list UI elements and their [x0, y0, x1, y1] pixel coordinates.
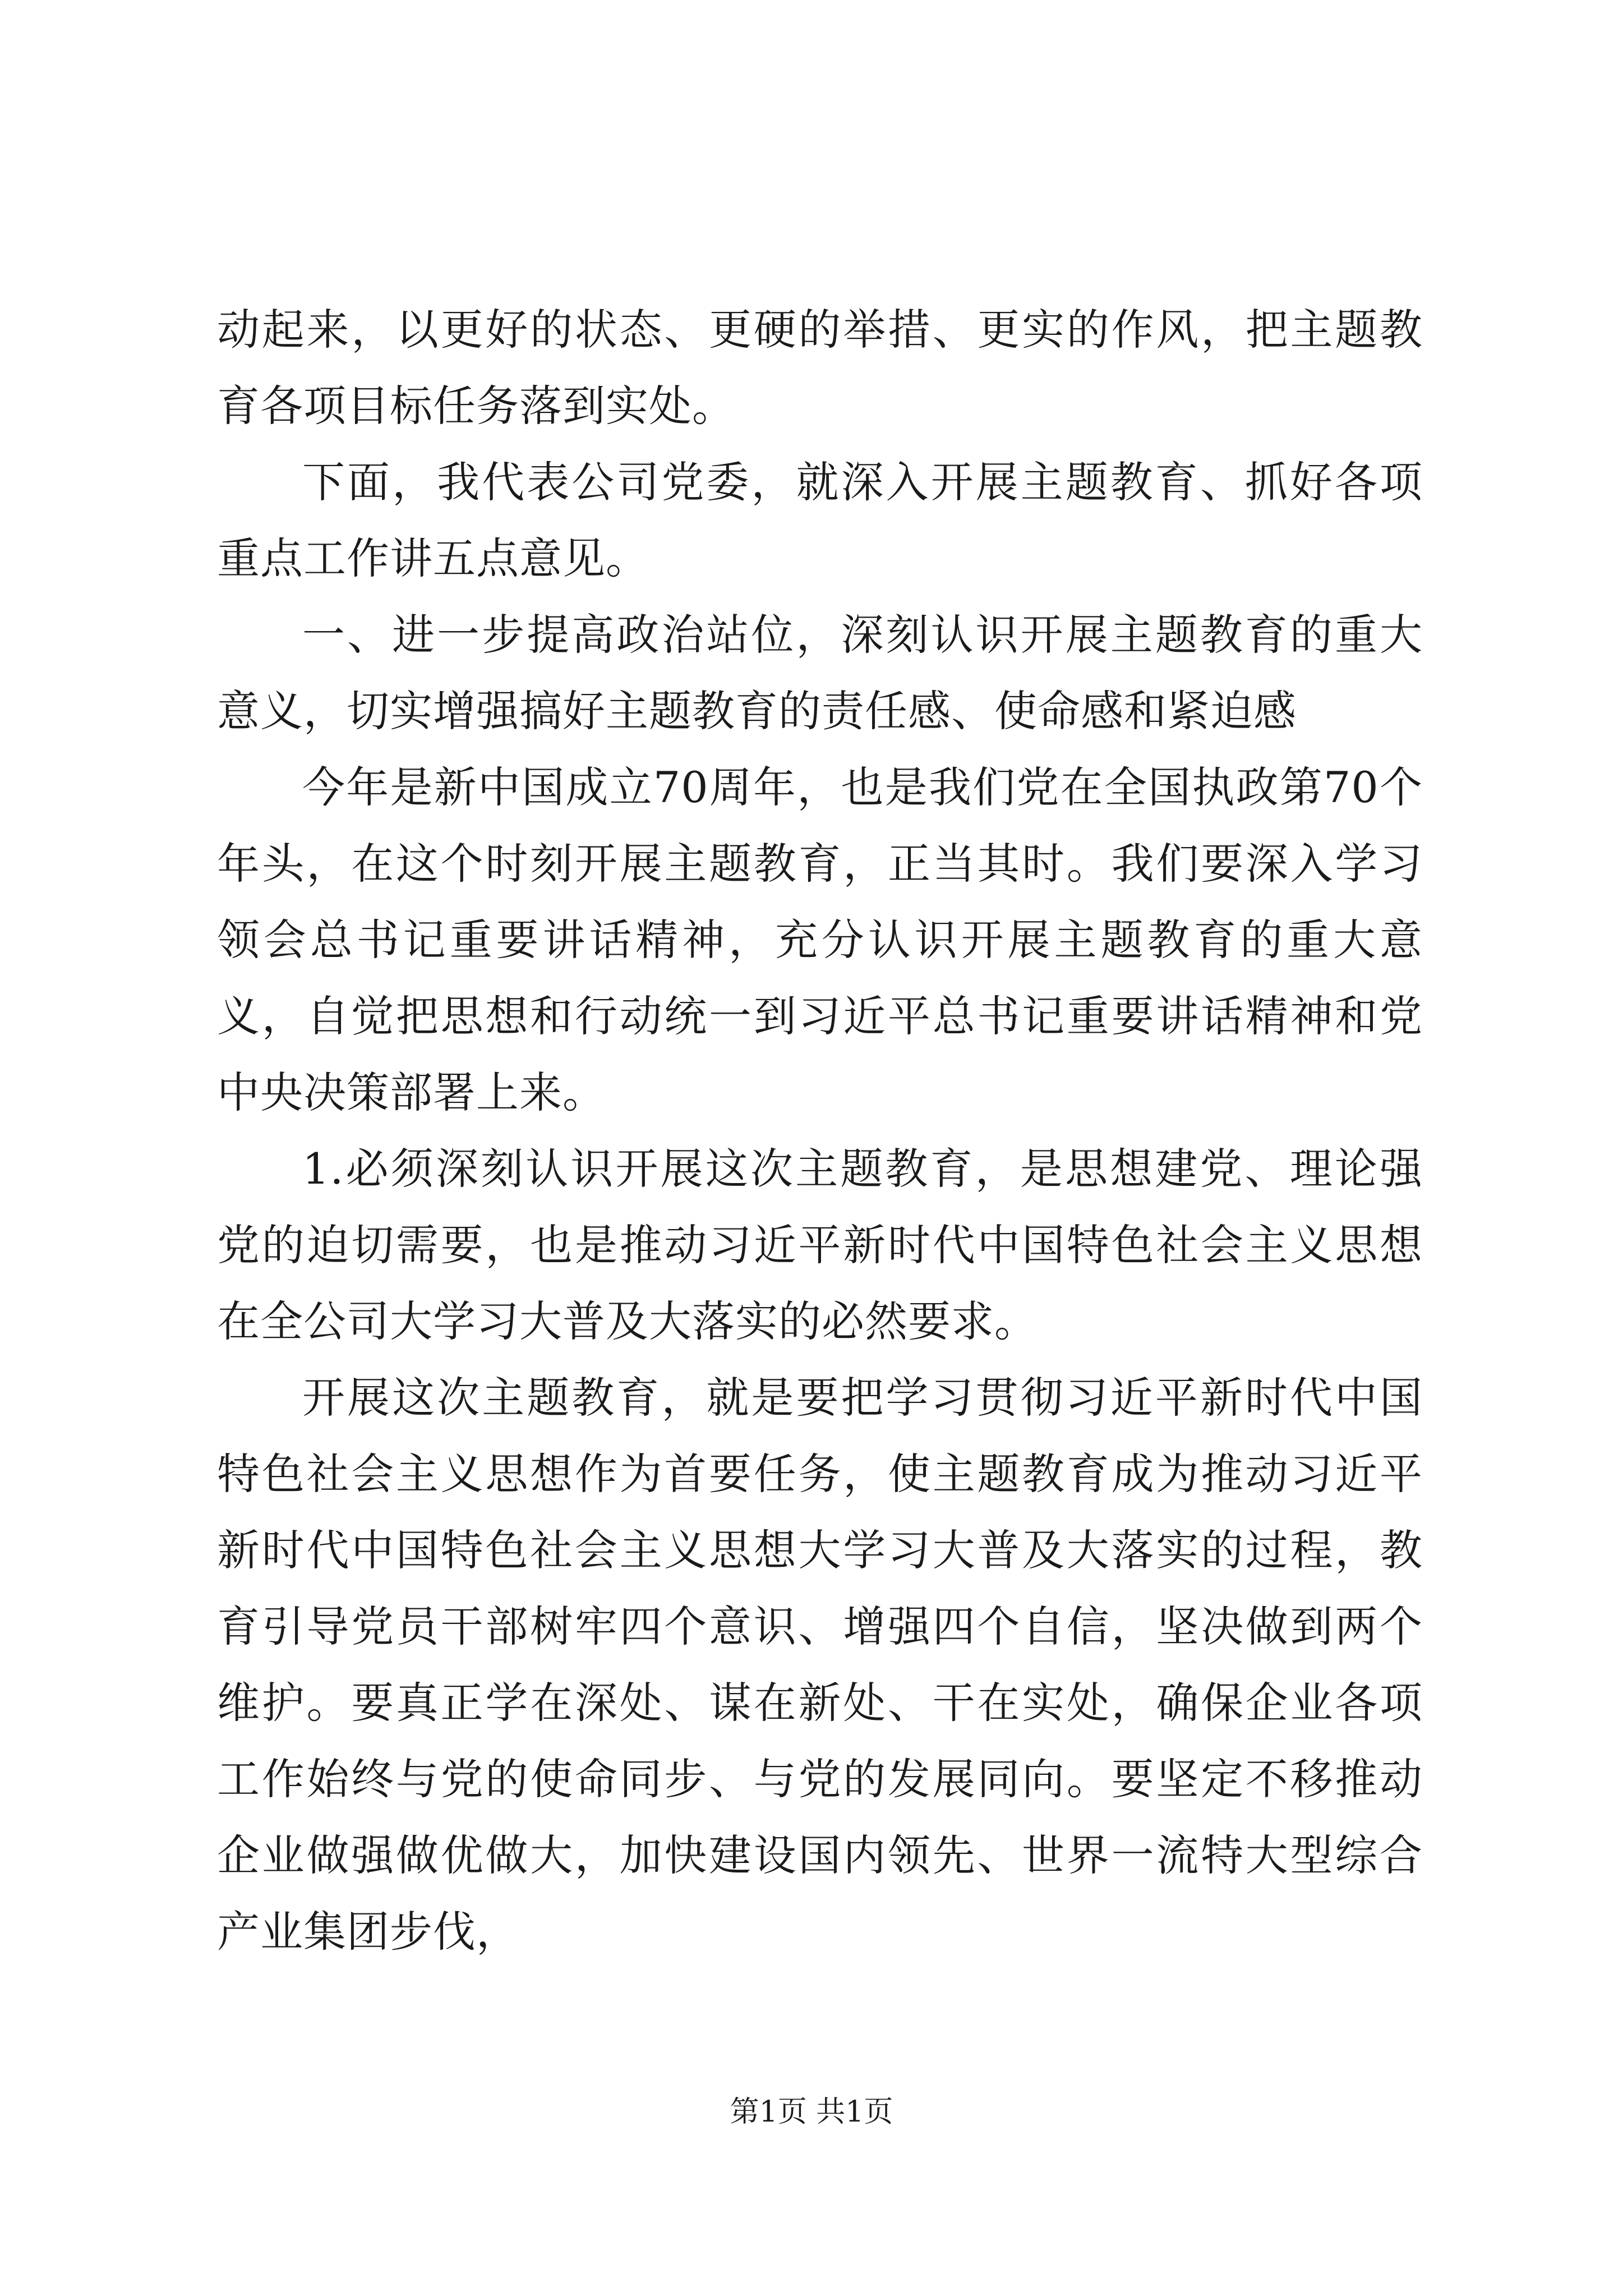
subsection-heading-1: 1.必须深刻认识开展这次主题教育，是思想建党、理论强党的迫切需要，也是推动习近平新时代中国特色社会主义思想在全公司大学习大普及大落实的必然要求。 [217, 1144, 1423, 1346]
section-heading-1: 一、进一步提高政治站位，深刻认识开展主题教育的重大意义，切实增强搞好主题教育的责任感、使命感和紧迫感 [217, 610, 1423, 736]
paragraph-education-goals: 开展这次主题教育，就是要把学习贯彻习近平新时代中国特色社会主义思想作为首要任务，使主题教育成为推动习近平新时代中国特色社会主义思想大学习大普及大落实的过程，教育引导党员干部树牢四个意识、增强四个自信，坚决做到两个维护。要真正学在深处、谋在新处、干在实处，确保企业各项工作始终与党的使命同步、与党的发展同向。要坚定不移推动企业做强做优做大，加快建设国内领先、世界一流特大型综合产业集团步伐， [217, 1373, 1423, 1957]
paragraph-continuation: 动起来，以更好的状态、更硬的举措、更实的作风，把主题教育各项目标任务落到实处。 [217, 305, 1423, 431]
paragraph-anniversary: 今年是新中国成立70周年，也是我们党在全国执政第70个年头，在这个时刻开展主题教育，正当其时。我们要深入学习领会总书记重要讲话精神，充分认识开展主题教育的重大意义，自觉把思想和行动统一到习近平总书记重要讲话精神和党中央决策部署上来。 [217, 762, 1423, 1117]
page-footer: 第1页 共1页 [730, 2095, 893, 2129]
paragraph-intro: 下面，我代表公司党委，就深入开展主题教育、抓好各项重点工作讲五点意见。 [217, 457, 1423, 583]
document-body [217, 292, 1423, 1970]
